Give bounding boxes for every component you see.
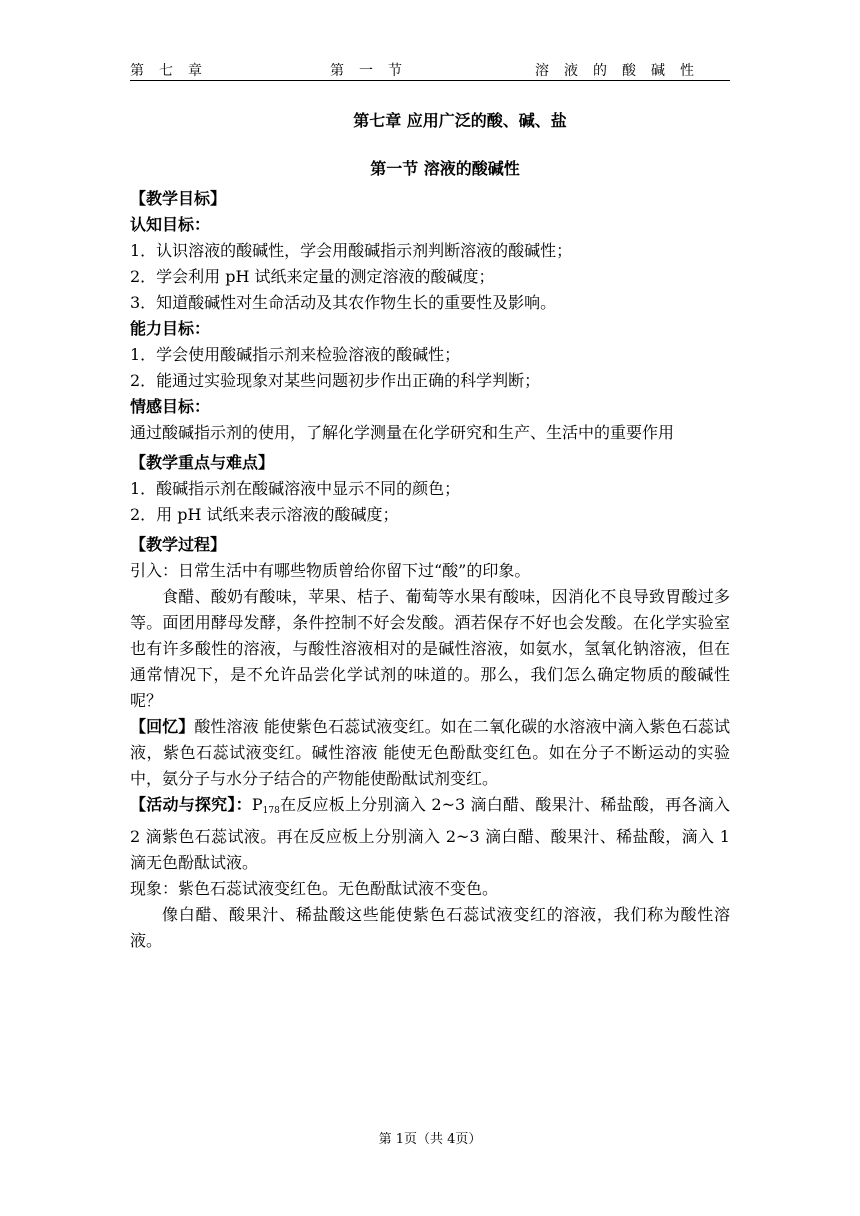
activity-page-ref: P: [251, 795, 263, 814]
conclusion-paragraph: 像白醋、酸果汁、稀盐酸这些能使紫色石蕊试液变红的溶液，我们称为酸性溶液。: [130, 905, 730, 950]
activity-tag: 【活动与探究】: [130, 795, 236, 814]
activity-paragraph: [130, 792, 730, 876]
process-paragraph: 食醋、酸奶有酸味，苹果、桔子、葡萄等水果有酸味，因消化不良导致胃酸过多等。面团用酵母发酵，条件控制不好会发酸。酒若保存不好也会发酸。在化学实验室也有许多酸性的溶液，与酸性溶液相对的是碱性溶液，如氨水，氢氧化钠溶液，但在通常情况下，是不允许品尝化学试剂的味道的。那么，我们怎么确定物质的酸碱性呢？: [130, 587, 730, 710]
ability-goal-item: 2．能通过实验现象对某些问题初步作出正确的科学判断；: [130, 371, 541, 390]
activity-page-number: 178: [262, 806, 280, 816]
key-point-item: 1．酸碱指示剂在酸碱溶液中显示不同的颜色；: [130, 479, 461, 498]
header-chapter: 第七章: [130, 63, 217, 79]
section-title: 第一节 溶液的酸碱性: [370, 159, 520, 178]
ability-goals-label: 能力目标：: [130, 319, 211, 338]
chapter-title: 第七章 应用广泛的酸、碱、盐: [353, 111, 567, 130]
page-footer: 第 1页（共 4页）: [378, 1132, 482, 1147]
document-body: [130, 108, 730, 954]
header-topic: 溶液的酸碱性: [535, 63, 709, 79]
key-point-item: 2．用 pH 试纸来表示溶液的酸碱度；: [130, 505, 399, 524]
phenomenon-text: 现象：紫色石蕊试液变红色。无色酚酞试液不变色。: [130, 879, 499, 898]
header-section: 第一节: [330, 63, 417, 79]
process-heading: 【教学过程】: [130, 535, 227, 554]
activity-colon: ：: [235, 795, 252, 814]
activity-text: 在反应板上分别滴入 2~3 滴白醋、酸果汁、稀盐酸，再各滴入 2 滴紫色石蕊试液。再在反应板上分别滴入 2~3 滴白醋、酸果汁、稀盐酸，滴入 1 滴无色酚酞试液。: [130, 795, 730, 872]
key-points-heading: 【教学重点与难点】: [130, 453, 275, 472]
goals-heading: 【教学目标】: [130, 189, 227, 208]
recall-text: 酸性溶液 能使紫色石蕊试液变红。如在二氧化碳的水溶液中滴入紫色石蕊试液，紫色石蕊试液变红。碱性溶液 能使无色酚酞变红色。如在分子不断运动的实验中，氨分子与水分子结合的产物能使酚酞试剂变红。: [130, 717, 730, 788]
cognitive-goal-item: 3．知道酸碱性对生命活动及其农作物生长的重要性及影响。: [130, 293, 557, 312]
cognitive-goal-item: 1．认识溶液的酸碱性，学会用酸碱指示剂判断溶液的酸碱性；: [130, 241, 573, 260]
emotion-goals-label: 情感目标：: [130, 397, 211, 416]
emotion-goal-text: 通过酸碱指示剂的使用，了解化学测量在化学研究和生产、生活中的重要作用: [130, 423, 675, 442]
recall-paragraph: [130, 714, 730, 792]
process-intro: 引入：日常生活中有哪些物质曾给你留下过“酸”的印象。: [130, 561, 531, 580]
cognitive-goal-item: 2．学会利用 pH 试纸来定量的测定溶液的酸碱度；: [130, 267, 495, 286]
ability-goal-item: 1．学会使用酸碱指示剂来检验溶液的酸碱性；: [130, 345, 461, 364]
cognitive-goals-label: 认知目标：: [130, 215, 211, 234]
running-header: [130, 58, 730, 81]
recall-tag: 【回忆】: [130, 717, 195, 736]
